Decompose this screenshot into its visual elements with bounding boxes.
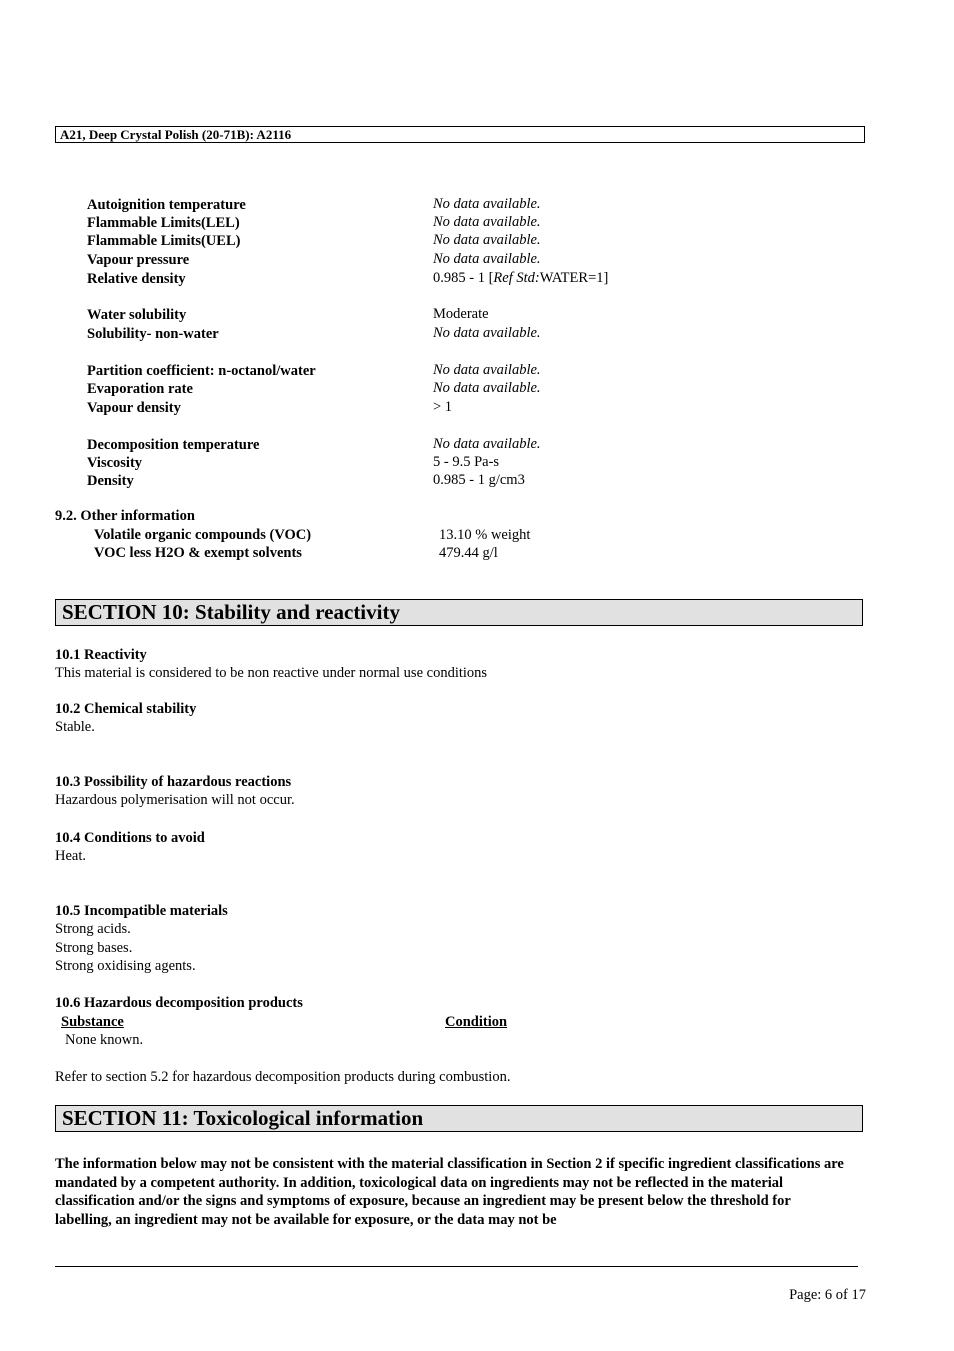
other-info-heading: 9.2. Other information	[55, 508, 195, 524]
incompatible-item: Strong oxidising agents.	[55, 958, 196, 974]
stability-heading: 10.2 Chemical stability	[55, 701, 197, 717]
property-value: No data available.	[433, 325, 541, 341]
toxicology-intro: The information below may not be consistent with the material classification in Section 2 if specific ingredient classifications are mandated by a competent authority. In addition, toxicological data on ingredients may not be reflected in the material classification and/or the signs and symptoms of exposure, because an ingredient may be present below the threshold for labelling, an ingredient may not be available for exposure, or the data may not be	[55, 1156, 844, 1228]
property-label: Flammable Limits(LEL)	[87, 215, 240, 231]
property-value: No data available.	[433, 232, 541, 248]
section-11-title: SECTION 11: Toxicological information	[55, 1105, 863, 1132]
property-label: Viscosity	[87, 455, 143, 471]
property-value: 5 - 9.5 Pa-s	[433, 454, 500, 470]
property-value: Moderate	[433, 306, 489, 322]
property-label: Water solubility	[87, 307, 187, 323]
voc-less-value: 479.44 g/l	[439, 545, 498, 561]
property-value-prefix: 0.985 - 1 [	[433, 270, 494, 286]
decomposition-heading: 10.6 Hazardous decomposition products	[55, 995, 303, 1011]
property-value-reference: Ref Std:	[493, 270, 540, 286]
property-value: No data available.	[433, 380, 541, 396]
property-label: Relative density	[87, 271, 186, 287]
incompatible-item: Strong bases.	[55, 940, 133, 956]
incompatible-heading: 10.5 Incompatible materials	[55, 903, 228, 919]
property-label: Solubility- non-water	[87, 326, 219, 342]
reactivity-text: This material is considered to be non reactive under normal use conditions	[55, 665, 488, 681]
hazardous-reactions-heading: 10.3 Possibility of hazardous reactions	[55, 774, 292, 790]
decomposition-note: Refer to section 5.2 for hazardous decomposition products during combustion.	[55, 1069, 511, 1085]
document-header: A21, Deep Crystal Polish (20-71B): A2116	[55, 126, 865, 143]
section-10-title: SECTION 10: Stability and reactivity	[55, 599, 863, 626]
property-label: Flammable Limits(UEL)	[87, 233, 241, 249]
reactivity-heading: 10.1 Reactivity	[55, 647, 147, 663]
substance-column-header: Substance	[61, 1014, 124, 1030]
property-value: No data available.	[433, 362, 541, 378]
property-value: No data available.	[433, 196, 541, 212]
property-label: Vapour pressure	[87, 252, 190, 268]
property-label: Evaporation rate	[87, 381, 193, 397]
property-label: Decomposition temperature	[87, 437, 260, 453]
property-value: No data available.	[433, 214, 541, 230]
voc-less-label: VOC less H2O & exempt solvents	[94, 545, 302, 561]
conditions-heading: 10.4 Conditions to avoid	[55, 830, 205, 846]
property-label: Autoignition temperature	[87, 197, 246, 213]
property-value: 0.985 - 1 g/cm3	[433, 472, 525, 488]
property-value: > 1	[433, 399, 453, 415]
condition-column-header: Condition	[445, 1014, 508, 1030]
property-value	[433, 269, 608, 287]
property-value: No data available.	[433, 436, 541, 452]
page-number: Page: 6 of 17	[789, 1287, 866, 1303]
voc-label: Volatile organic compounds (VOC)	[94, 527, 312, 543]
property-value-suffix: WATER=1]	[539, 270, 609, 286]
property-label: Density	[87, 473, 134, 489]
hazardous-reactions-text: Hazardous polymerisation will not occur.	[55, 792, 295, 808]
property-label: Vapour density	[87, 400, 181, 416]
property-value: No data available.	[433, 251, 541, 267]
stability-text: Stable.	[55, 719, 95, 735]
conditions-text: Heat.	[55, 848, 86, 864]
property-label: Partition coefficient: n-octanol/water	[87, 363, 316, 379]
decomposition-row: None known.	[65, 1032, 144, 1048]
footer-divider	[55, 1266, 858, 1267]
incompatible-item: Strong acids.	[55, 921, 131, 937]
voc-value: 13.10 % weight	[439, 527, 531, 543]
